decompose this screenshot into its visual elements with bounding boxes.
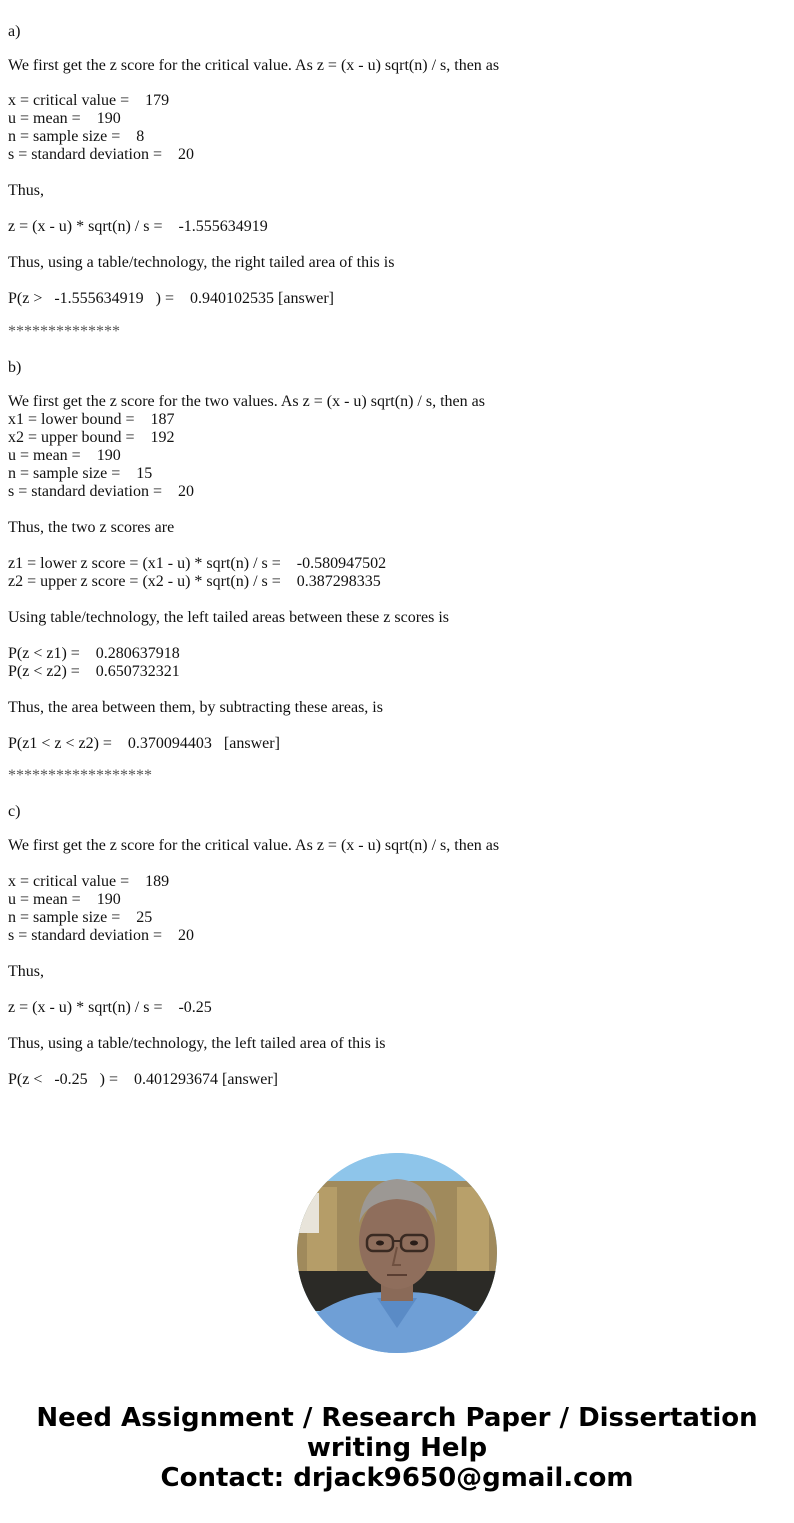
part-a-z-line: z = (x - u) * sqrt(n) / s = -1.555634919 xyxy=(8,218,268,235)
part-b-between: Thus, the area between them, by subtracting these areas, is xyxy=(8,699,383,716)
part-a-result: P(z > -1.555634919 ) = 0.940102535 [answer] xyxy=(8,290,334,307)
part-c-intro: We first get the z score for the critical value. As z = (x - u) sqrt(n) / s, then as xyxy=(8,837,500,854)
part-c-z-line: z = (x - u) * sqrt(n) / s = -0.25 xyxy=(8,999,212,1016)
footer-contact-email: Contact: drjack9650@gmail.com xyxy=(160,1463,634,1493)
part-b-using: Using table/technology, the left tailed areas between these z scores is xyxy=(8,609,450,626)
part-b-separator: ****************** xyxy=(8,767,152,784)
part-a-var-u: u = mean = 190 xyxy=(8,110,121,127)
part-b-thus: Thus, the two z scores are xyxy=(8,519,175,536)
portrait-icon xyxy=(297,1153,497,1353)
part-a-label: a) xyxy=(8,23,21,40)
part-b-prob-z2: P(z < z2) = 0.650732321 xyxy=(8,663,180,680)
part-a-using: Thus, using a table/technology, the right tailed area of this is xyxy=(8,254,395,271)
part-c-var-n: n = sample size = 25 xyxy=(8,909,153,926)
part-b-result: P(z1 < z < z2) = 0.370094403 [answer] xyxy=(8,735,280,752)
part-c-thus: Thus, xyxy=(8,963,44,980)
part-b-z2-line: z2 = upper z score = (x2 - u) * sqrt(n) / s = 0.387298335 xyxy=(8,573,381,590)
footer-line-2: writing Help xyxy=(306,1433,488,1463)
part-b-var-u: u = mean = 190 xyxy=(8,447,121,464)
part-b-var-n: n = sample size = 15 xyxy=(8,465,153,482)
part-a-intro: We first get the z score for the critical value. As z = (x - u) sqrt(n) / s, then as xyxy=(8,57,500,74)
part-a-thus: Thus, xyxy=(8,182,44,199)
part-c-result: P(z < -0.25 ) = 0.401293674 [answer] xyxy=(8,1071,278,1088)
footer-line-1: Need Assignment / Research Paper / Dissertation xyxy=(36,1403,758,1433)
part-a-separator: ************** xyxy=(8,323,120,340)
part-b-var-s: s = standard deviation = 20 xyxy=(8,483,195,500)
part-c-var-x: x = critical value = 189 xyxy=(8,873,170,890)
author-photo xyxy=(297,1153,497,1353)
part-b-label: b) xyxy=(8,359,22,376)
part-a-var-x: x = critical value = 179 xyxy=(8,92,170,109)
part-b-intro: We first get the z score for the two values. As z = (x - u) sqrt(n) / s, then as xyxy=(8,393,485,410)
part-b-z1-line: z1 = lower z score = (x1 - u) * sqrt(n) / s = -0.580947502 xyxy=(8,555,387,572)
part-b-prob-z1: P(z < z1) = 0.280637918 xyxy=(8,645,180,662)
part-a-var-s: s = standard deviation = 20 xyxy=(8,146,195,163)
part-c-using: Thus, using a table/technology, the left tailed area of this is xyxy=(8,1035,386,1052)
part-a-var-n: n = sample size = 8 xyxy=(8,128,145,145)
part-b-var-x1: x1 = lower bound = 187 xyxy=(8,411,175,428)
part-c-var-u: u = mean = 190 xyxy=(8,891,121,908)
part-c-label: c) xyxy=(8,803,21,820)
part-c-var-s: s = standard deviation = 20 xyxy=(8,927,195,944)
part-b-var-x2: x2 = upper bound = 192 xyxy=(8,429,175,446)
contact-banner xyxy=(0,1403,794,1493)
